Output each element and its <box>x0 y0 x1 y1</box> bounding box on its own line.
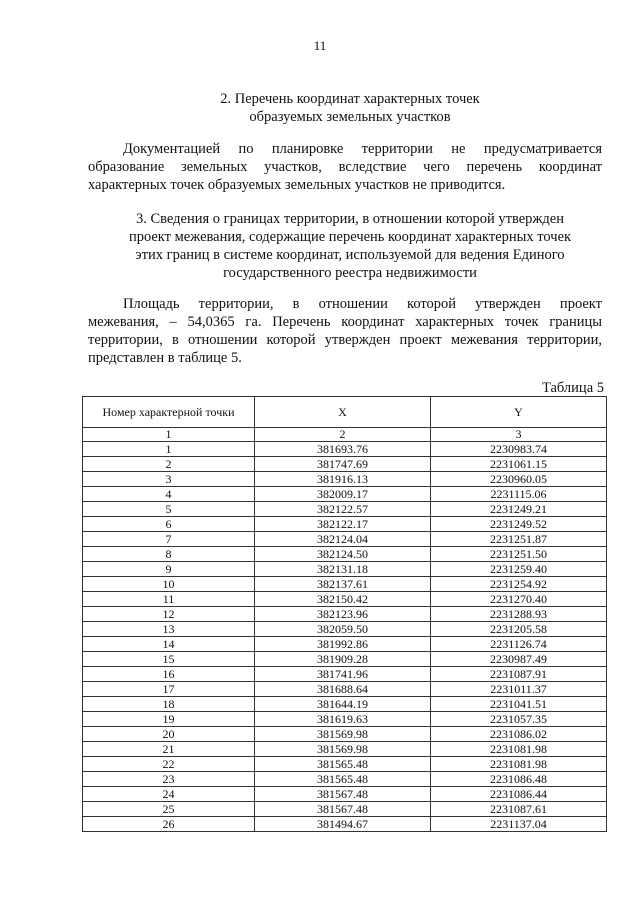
point-number-cell: 4 <box>83 487 255 502</box>
point-number-cell: 26 <box>83 817 255 832</box>
point-number-cell: 13 <box>83 622 255 637</box>
x-cell: 381747.69 <box>255 457 431 472</box>
x-cell: 381567.48 <box>255 787 431 802</box>
paragraph-line: образование земельных участков, вследствие чего перечень координат <box>88 159 602 175</box>
table-row <box>83 517 607 532</box>
column-number: 2 <box>255 428 431 442</box>
x-cell: 381619.63 <box>255 712 431 727</box>
table-row <box>83 742 607 757</box>
x-cell: 382122.17 <box>255 517 431 532</box>
y-cell: 2231086.48 <box>431 772 607 787</box>
table-row <box>83 547 607 562</box>
x-cell: 382009.17 <box>255 487 431 502</box>
table-row <box>83 712 607 727</box>
table-row <box>83 697 607 712</box>
point-number-cell: 19 <box>83 712 255 727</box>
paragraph-line: территории, в отношении которой утвержден проект межевания территории, <box>88 332 602 348</box>
point-number-cell: 25 <box>83 802 255 817</box>
table-row <box>83 772 607 787</box>
table-row <box>83 442 607 457</box>
heading-line: этих границ в системе координат, используемой для ведения Единого <box>135 247 565 263</box>
header-point-number: Номер характерной точки <box>83 397 255 428</box>
point-number-cell: 15 <box>83 652 255 667</box>
point-number-cell: 2 <box>83 457 255 472</box>
point-number-cell: 3 <box>83 472 255 487</box>
heading-line: 3. Сведения о границах территории, в отношении которой утвержден <box>135 211 564 227</box>
x-cell: 381916.13 <box>255 472 431 487</box>
header-x: X <box>255 397 431 428</box>
point-number-cell: 8 <box>83 547 255 562</box>
y-cell: 2231081.98 <box>431 757 607 772</box>
table-row <box>83 562 607 577</box>
point-number-cell: 24 <box>83 787 255 802</box>
y-cell: 2231087.91 <box>431 667 607 682</box>
x-cell: 381644.19 <box>255 697 431 712</box>
point-number-cell: 6 <box>83 517 255 532</box>
y-cell: 2231061.15 <box>431 457 607 472</box>
x-cell: 382124.04 <box>255 532 431 547</box>
section-3-heading <box>80 210 620 282</box>
y-cell: 2231041.51 <box>431 697 607 712</box>
page-number: 11 <box>313 38 327 53</box>
table-row <box>83 817 607 832</box>
y-cell: 2231115.06 <box>431 487 607 502</box>
x-cell: 381567.48 <box>255 802 431 817</box>
paragraph-line: представлен в таблице 5. <box>88 350 242 366</box>
y-cell: 2231259.40 <box>431 562 607 577</box>
heading-line: проект межевания, содержащие перечень координат характерных точек <box>128 229 572 245</box>
x-cell: 381569.98 <box>255 727 431 742</box>
section-2-heading <box>80 90 620 126</box>
y-cell: 2231086.02 <box>431 727 607 742</box>
point-number-cell: 1 <box>83 442 255 457</box>
y-cell: 2231249.21 <box>431 502 607 517</box>
table-row <box>83 682 607 697</box>
table-row <box>83 532 607 547</box>
x-cell: 382150.42 <box>255 592 431 607</box>
y-cell: 2231251.50 <box>431 547 607 562</box>
table-row <box>83 487 607 502</box>
y-cell: 2231081.98 <box>431 742 607 757</box>
y-cell: 2231254.92 <box>431 577 607 592</box>
point-number-cell: 10 <box>83 577 255 592</box>
point-number-cell: 23 <box>83 772 255 787</box>
point-number-cell: 17 <box>83 682 255 697</box>
point-number-cell: 5 <box>83 502 255 517</box>
point-number-cell: 16 <box>83 667 255 682</box>
y-cell: 2230960.05 <box>431 472 607 487</box>
y-cell: 2231251.87 <box>431 532 607 547</box>
table-row <box>83 757 607 772</box>
coordinates-table <box>82 396 607 832</box>
table-row <box>83 577 607 592</box>
table-row <box>83 607 607 622</box>
x-cell: 382122.57 <box>255 502 431 517</box>
point-number-cell: 18 <box>83 697 255 712</box>
paragraph-line: характерных точек образуемых земельных участков не приводится. <box>88 177 506 193</box>
heading-line: государственного реестра недвижимости <box>223 265 477 281</box>
x-cell: 381992.86 <box>255 637 431 652</box>
point-number-cell: 11 <box>83 592 255 607</box>
table-row <box>83 727 607 742</box>
point-number-cell: 21 <box>83 742 255 757</box>
column-number: 3 <box>431 428 607 442</box>
y-cell: 2231205.58 <box>431 622 607 637</box>
table-row <box>83 652 607 667</box>
table-row <box>83 637 607 652</box>
column-number: 1 <box>83 428 255 442</box>
x-cell: 381565.48 <box>255 772 431 787</box>
point-number-cell: 22 <box>83 757 255 772</box>
table-row <box>83 787 607 802</box>
y-cell: 2231126.74 <box>431 637 607 652</box>
table-row <box>83 592 607 607</box>
table-row <box>83 502 607 517</box>
table-row <box>83 802 607 817</box>
x-cell: 382123.96 <box>255 607 431 622</box>
x-cell: 381688.64 <box>255 682 431 697</box>
x-cell: 382131.18 <box>255 562 431 577</box>
point-number-cell: 20 <box>83 727 255 742</box>
x-cell: 382137.61 <box>255 577 431 592</box>
x-cell: 381494.67 <box>255 817 431 832</box>
point-number-cell: 7 <box>83 532 255 547</box>
x-cell: 381909.28 <box>255 652 431 667</box>
y-cell: 2230983.74 <box>431 442 607 457</box>
point-number-cell: 12 <box>83 607 255 622</box>
table-row <box>83 667 607 682</box>
y-cell: 2231086.44 <box>431 787 607 802</box>
paragraph-line: Документацией по планировке территории не предусматривается <box>123 141 602 157</box>
table-body <box>83 442 607 832</box>
section-2-paragraph <box>88 140 602 194</box>
paragraph-line: межевания, – 54,0365 га. Перечень координат характерных точек границы <box>88 314 602 330</box>
y-cell: 2231057.35 <box>431 712 607 727</box>
table-caption: Таблица 5 <box>541 380 604 396</box>
table-row <box>83 472 607 487</box>
x-cell: 381693.76 <box>255 442 431 457</box>
y-cell: 2231249.52 <box>431 517 607 532</box>
x-cell: 382124.50 <box>255 547 431 562</box>
x-cell: 381741.96 <box>255 667 431 682</box>
y-cell: 2231137.04 <box>431 817 607 832</box>
x-cell: 381565.48 <box>255 757 431 772</box>
section-3-paragraph <box>88 295 602 367</box>
x-cell: 382059.50 <box>255 622 431 637</box>
point-number-cell: 14 <box>83 637 255 652</box>
x-cell: 381569.98 <box>255 742 431 757</box>
table-row <box>83 457 607 472</box>
heading-line: 2. Перечень координат характерных точек <box>220 91 480 107</box>
table-row <box>83 622 607 637</box>
point-number-cell: 9 <box>83 562 255 577</box>
y-cell: 2231011.37 <box>431 682 607 697</box>
header-y: Y <box>431 397 607 428</box>
y-cell: 2231087.61 <box>431 802 607 817</box>
y-cell: 2230987.49 <box>431 652 607 667</box>
paragraph-line: Площадь территории, в отношении которой утвержден проект <box>123 296 602 312</box>
y-cell: 2231288.93 <box>431 607 607 622</box>
heading-line: образуемых земельных участков <box>249 109 451 125</box>
y-cell: 2231270.40 <box>431 592 607 607</box>
